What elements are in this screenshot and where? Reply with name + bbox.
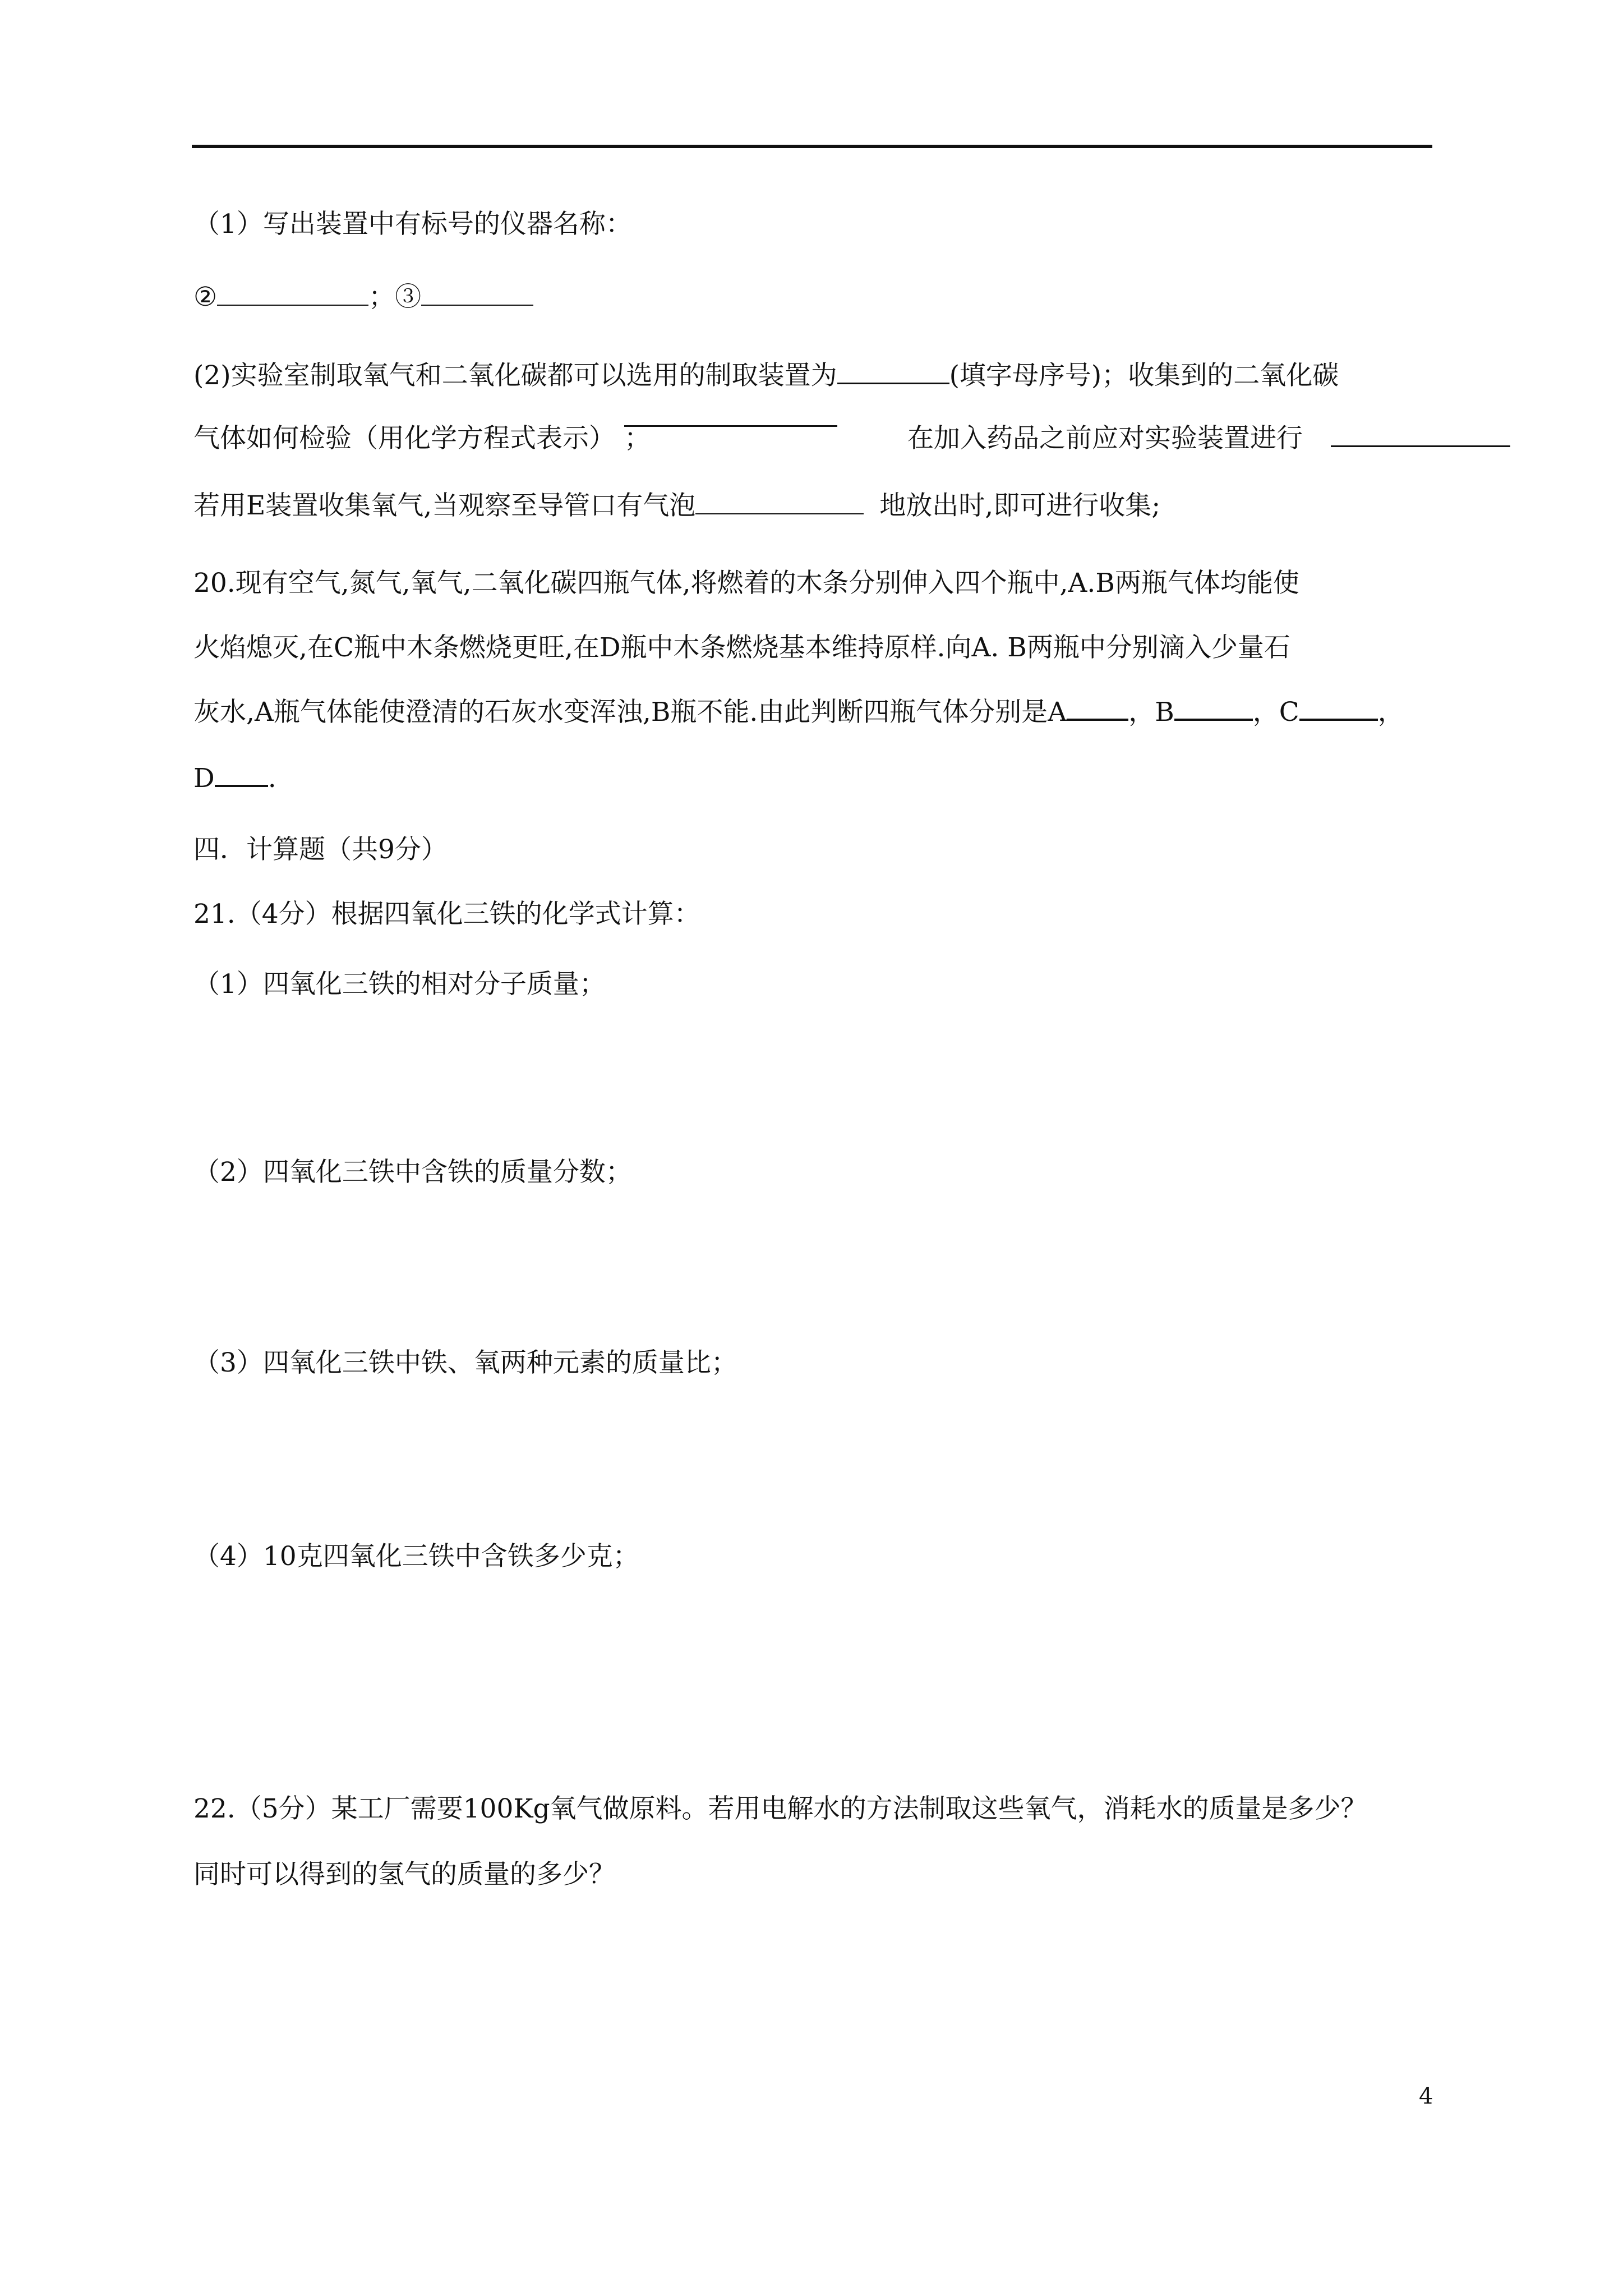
q22-line2 xyxy=(193,1858,615,1892)
answer-blank-c[interactable] xyxy=(1299,715,1378,721)
q20-text-line2: 火焰熄灭,在C瓶中木条燃烧更旺,在D瓶中木条燃烧基本维持原样.向A. B两瓶中分别滴入少量石 xyxy=(193,632,1290,663)
q20-text-line4-b: . xyxy=(268,763,276,794)
q21-sub4-text: （4）10克四氧化三铁中含铁多少克； xyxy=(193,1541,639,1572)
answer-blank-equation[interactable] xyxy=(624,422,837,454)
answer-blank-a[interactable] xyxy=(1067,715,1128,721)
q20-text-line3-d: ， xyxy=(1377,697,1404,728)
q20-line3 xyxy=(193,696,1404,729)
answer-separator: ； xyxy=(368,282,395,312)
answer-blank-d[interactable] xyxy=(215,781,268,787)
q20-text-line3-b: ，B xyxy=(1128,697,1174,728)
label-circled-3: ③ xyxy=(395,282,422,312)
equation-semicolon: ； xyxy=(624,423,651,454)
q19-part2-line3-text-a: 若用E装置收集氧气,当观察至导管口有气泡 xyxy=(193,490,696,521)
q21-sub2-text: （2）四氧化三铁中含铁的质量分数； xyxy=(193,1157,632,1188)
q19-part1-prompt xyxy=(193,208,632,241)
q19-part2-line2-text-a: 气体如何检验（用化学方程式表示） xyxy=(193,423,615,454)
q19-part2-line3-text-b: 地放出时,即可进行收集; xyxy=(879,490,1161,521)
q19-part2-line1 xyxy=(193,359,1339,393)
q21-sub4 xyxy=(193,1540,639,1573)
q19-part2-line2-text-b: 在加入药品之前应对实验装置进行 xyxy=(907,423,1303,454)
q21-sub2 xyxy=(193,1156,632,1189)
q19-part1-text: （1）写出装置中有标号的仪器名称： xyxy=(193,209,632,240)
q22-text-line1: 22.（5分）某工厂需要100Kg氧气做原料。若用电解水的方法制取这些氧气，消耗水的质量是多少？ xyxy=(193,1793,1367,1824)
q20-line1 xyxy=(193,567,1299,600)
q20-line4 xyxy=(193,762,276,795)
q21-sub3 xyxy=(193,1346,737,1380)
q19-part2-line3 xyxy=(193,489,1160,523)
answer-blank-bubbles[interactable] xyxy=(695,510,864,514)
label-circled-2: ② xyxy=(193,282,218,312)
q21-sub1 xyxy=(193,968,606,1001)
q21-title-text: 21.（4分）根据四氧化三铁的化学式计算： xyxy=(193,899,700,930)
answer-blank-2[interactable] xyxy=(217,301,368,306)
answer-blank-check[interactable] xyxy=(1331,442,1510,447)
q20-text-line3-c: ，C xyxy=(1252,697,1299,728)
q22-text-line2: 同时可以得到的氢气的质量的多少？ xyxy=(193,1859,615,1890)
q19-part1-answers xyxy=(193,280,533,314)
q20-text-line4-a: D xyxy=(193,763,215,794)
q21-sub3-text: （3）四氧化三铁中铁、氧两种元素的质量比； xyxy=(193,1347,737,1378)
q21-title xyxy=(193,898,700,931)
q19-part2-line2 xyxy=(193,422,1510,455)
q21-sub1-text: （1）四氧化三铁的相对分子质量； xyxy=(193,969,606,1000)
q20-line2 xyxy=(193,631,1290,665)
header-rule xyxy=(192,145,1432,148)
answer-blank-b[interactable] xyxy=(1174,715,1253,721)
answer-blank-3[interactable] xyxy=(421,301,533,306)
q19-part2-text-b: (填字母序号)；收集到的二氧化碳 xyxy=(949,360,1339,391)
q20-text-line3-a: 灰水,A瓶气体能使澄清的石灰水变浑浊,B瓶不能.由此判断四瓶气体分别是A xyxy=(193,697,1067,728)
q20-text-line1: 20.现有空气,氮气,氧气,二氧化碳四瓶气体,将燃着的木条分别伸入四个瓶中,A.B两瓶气体均能使 xyxy=(193,568,1299,599)
answer-blank-device[interactable] xyxy=(837,379,949,384)
section4-heading-text: 四．计算题（共9分） xyxy=(193,834,448,865)
page-number: 4 xyxy=(1419,2083,1433,2109)
q19-part2-text-a: (2)实验室制取氧气和二氧化碳都可以选用的制取装置为 xyxy=(193,360,837,391)
q22-line1 xyxy=(193,1792,1367,1826)
section-heading xyxy=(193,833,448,867)
